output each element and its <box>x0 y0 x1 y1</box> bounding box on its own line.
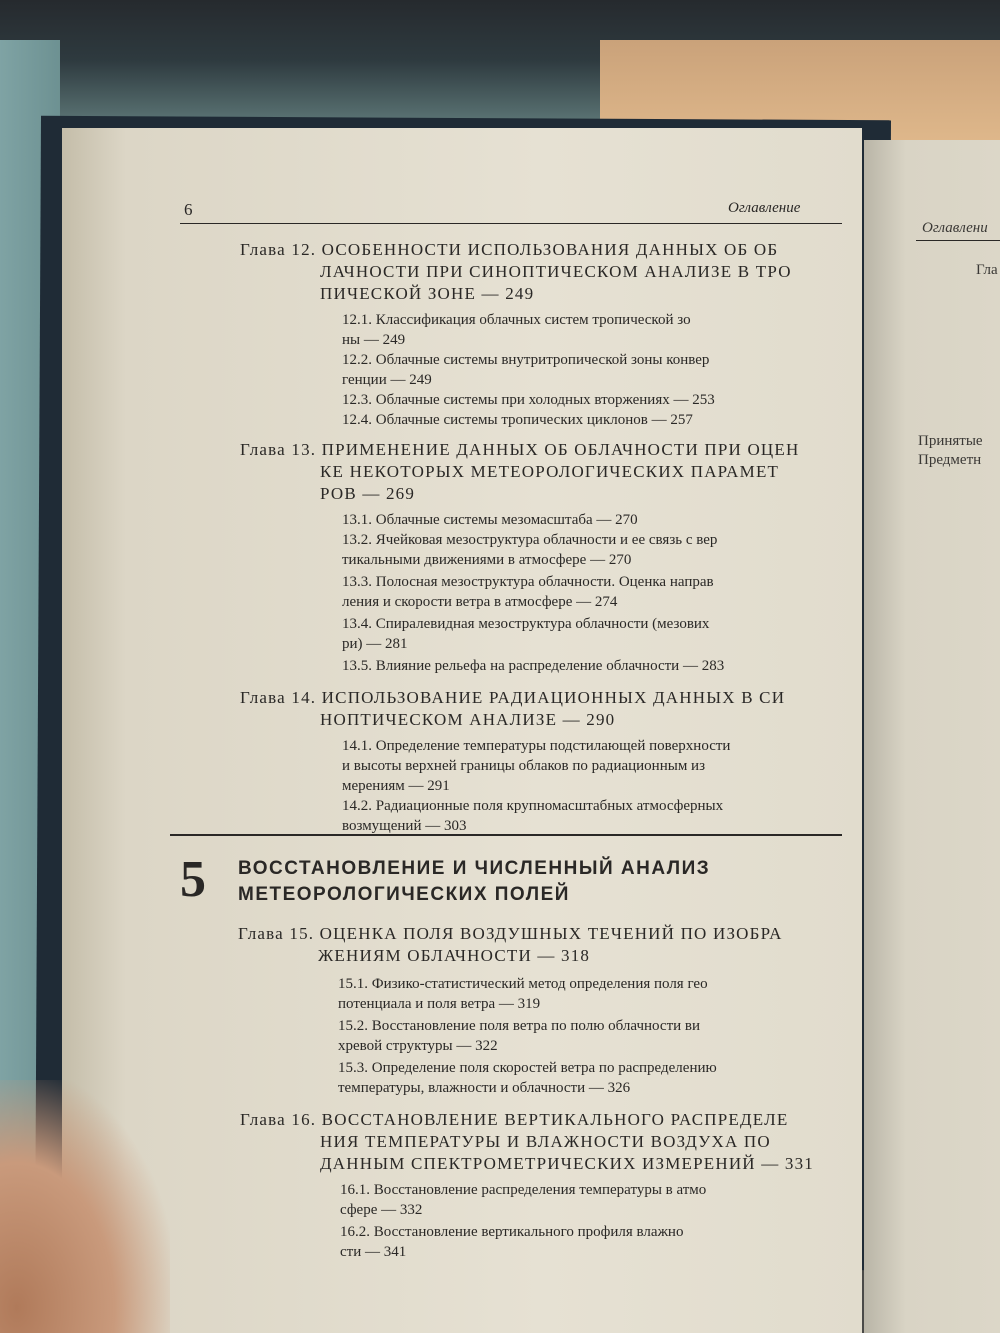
section-14-1: 14.1. Определение температуры подстилающей поверхности <box>342 738 731 754</box>
section-16-2: сти — 341 <box>340 1244 407 1260</box>
section-14-2: 14.2. Радиационные поля крупномасштабных атмосферных <box>342 798 724 814</box>
chapter-12-title: ПИЧЕСКОЙ ЗОНЕ — 249 <box>320 284 535 303</box>
section-15-2: хревой структуры — 322 <box>338 1038 498 1054</box>
section-13-5: 13.5. Влияние рельефа на распределение облачности — 283 <box>342 658 725 674</box>
section-15-2: 15.2. Восстановление поля ветра по полю облачности ви <box>338 1018 701 1034</box>
book-page <box>62 128 862 1333</box>
section-13-2: тикальными движениями в атмосфере — 270 <box>342 552 632 568</box>
chapter-15-title: Глава 15. ОЦЕНКА ПОЛЯ ВОЗДУШНЫХ ТЕЧЕНИЙ ПО ИЗОБРА <box>238 924 783 943</box>
section-15-3: температуры, влажности и облачности — 326 <box>338 1080 631 1096</box>
chapter-14-title: НОПТИЧЕСКОМ АНАЛИЗЕ — 290 <box>320 710 616 729</box>
section-12-3: 12.3. Облачные системы при холодных вторжениях — 253 <box>342 392 715 408</box>
chapter-13-title: Глава 13. ПРИМЕНЕНИЕ ДАННЫХ ОБ ОБЛАЧНОСТИ ПРИ ОЦЕН <box>240 440 800 459</box>
section-13-2: 13.2. Ячейковая мезоструктура облачности и ее связь с вер <box>342 532 718 548</box>
section-12-2: генции — 249 <box>342 372 432 388</box>
section-14-1: мерениям — 291 <box>342 778 450 794</box>
section-15-3: 15.3. Определение поля скоростей ветра по распределению <box>338 1060 717 1076</box>
right-page-rule <box>916 240 1000 241</box>
section-12-4: 12.4. Облачные системы тропических циклонов — 257 <box>342 412 693 428</box>
section-15-1: потенциала и поля ветра — 319 <box>338 996 541 1012</box>
section-14-2: возмущений — 303 <box>342 818 467 834</box>
right-page-fragment: Гла <box>976 262 998 278</box>
section-16-1: сфере — 332 <box>340 1202 423 1218</box>
page-number: 6 <box>184 200 193 219</box>
section-14-1: и высоты верхней границы облаков по радиационным из <box>342 758 706 774</box>
section-16-2: 16.2. Восстановление вертикального профиля влажно <box>340 1224 684 1240</box>
chapter-13-title: КЕ НЕКОТОРЫХ МЕТЕОРОЛОГИЧЕСКИХ ПАРАМЕТ <box>320 462 780 481</box>
section-13-4: ри) — 281 <box>342 636 408 652</box>
section-16-1: 16.1. Восстановление распределения температуры в атмо <box>340 1182 707 1198</box>
right-page-fragment: Предметн <box>918 452 982 468</box>
part-number: 5 <box>180 851 206 908</box>
part-title: МЕТЕОРОЛОГИЧЕСКИХ ПОЛЕЙ <box>238 884 570 905</box>
hand-holding-book <box>0 1080 170 1333</box>
running-header: Оглавление <box>728 200 801 216</box>
section-12-1: 12.1. Классификация облачных систем тропической зо <box>342 312 691 328</box>
header-rule <box>180 223 842 224</box>
chapter-15-title: ЖЕНИЯМ ОБЛАЧНОСТИ — 318 <box>318 946 591 965</box>
chapter-16-title: НИЯ ТЕМПЕРАТУРЫ И ВЛАЖНОСТИ ВОЗДУХА ПО <box>320 1132 771 1151</box>
section-13-3: 13.3. Полосная мезоструктура облачности. Оценка направ <box>342 574 714 590</box>
right-page-fragment: Принятые <box>918 433 983 449</box>
chapter-12-title: ЛАЧНОСТИ ПРИ СИНОПТИЧЕСКОМ АНАЛИЗЕ В ТРО <box>320 262 792 281</box>
chapter-16-title: ДАННЫМ СПЕКТРОМЕТРИЧЕСКИХ ИЗМЕРЕНИЙ — 331 <box>320 1154 814 1173</box>
chapter-13-title: РОВ — 269 <box>320 484 416 503</box>
section-12-1: ны — 249 <box>342 332 406 348</box>
section-15-1: 15.1. Физико-статистический метод определения поля гео <box>338 976 708 992</box>
part-title: ВОССТАНОВЛЕНИЕ И ЧИСЛЕННЫЙ АНАЛИЗ <box>238 858 711 879</box>
section-13-3: ления и скорости ветра в атмосфере — 274 <box>342 594 618 610</box>
section-13-1: 13.1. Облачные системы мезомасштаба — 270 <box>342 512 638 528</box>
chapter-16-title: Глава 16. ВОССТАНОВЛЕНИЕ ВЕРТИКАЛЬНОГО РАСПРЕДЕЛЕ <box>240 1110 789 1129</box>
section-13-4: 13.4. Спиралевидная мезоструктура облачности (мезових <box>342 616 710 632</box>
right-page <box>864 140 1000 1333</box>
right-page-header: Оглавлени <box>922 220 988 236</box>
chapter-12-title: Глава 12. ОСОБЕННОСТИ ИСПОЛЬЗОВАНИЯ ДАННЫХ ОБ ОБ <box>240 240 779 259</box>
chapter-14-title: Глава 14. ИСПОЛЬЗОВАНИЕ РАДИАЦИОННЫХ ДАННЫХ В СИ <box>240 688 786 707</box>
section-12-2: 12.2. Облачные системы внутритропической зоны конвер <box>342 352 710 368</box>
part-divider-rule <box>170 834 842 836</box>
